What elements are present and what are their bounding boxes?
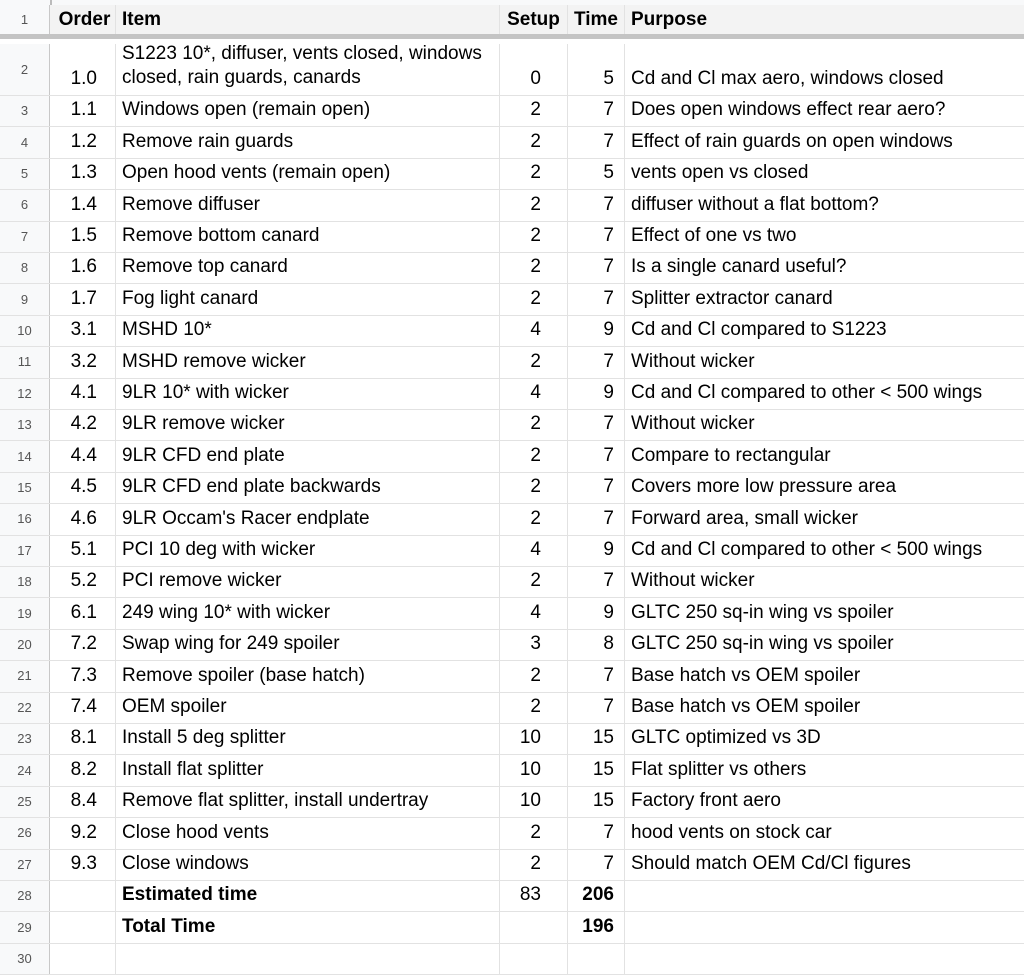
order-cell[interactable]: 4.1 [50,379,116,409]
row-number[interactable]: 5 [0,159,50,189]
time-cell[interactable]: 9 [568,379,625,409]
setup-cell[interactable]: 2 [500,284,568,314]
purpose-cell[interactable]: Base hatch vs OEM spoiler [631,695,861,717]
time-cell[interactable]: 9 [568,316,625,346]
item-cell[interactable]: S1223 10*, diffuser, vents closed, windows closed, rain guards, canards [116,44,500,95]
purpose-cell[interactable]: Cd and Cl compared to other < 500 wings [631,381,983,403]
setup-cell[interactable] [500,944,568,974]
table-row [0,630,1024,661]
summary-row [0,881,1024,912]
item-cell[interactable]: 9LR CFD end plate [116,441,500,471]
order-cell[interactable]: 3.2 [50,347,116,377]
table-row [0,473,1024,504]
row-number[interactable]: 6 [0,190,50,220]
setup-cell[interactable]: 2 [500,159,568,189]
summary-label[interactable]: Estimated time [116,881,500,911]
purpose-cell[interactable]: diffuser without a flat bottom? [631,193,879,215]
order-cell[interactable]: 6.1 [50,598,116,628]
item-cell[interactable]: 9LR Occam's Racer endplate [116,504,500,534]
table-row [0,44,1024,96]
setup-cell[interactable]: 2 [500,567,568,597]
order-cell[interactable]: 7.3 [50,661,116,691]
order-cell[interactable]: 8.4 [50,787,116,817]
row-number[interactable]: 13 [0,410,50,440]
header-purpose[interactable]: Purpose [625,5,1024,34]
time-cell[interactable]: 9 [568,598,625,628]
time-cell[interactable]: 15 [568,787,625,817]
order-cell[interactable]: 8.1 [50,724,116,754]
purpose-cell[interactable]: Without wicker [631,570,755,592]
time-total-cell[interactable]: 196 [568,912,625,942]
order-cell[interactable]: 3.1 [50,316,116,346]
order-cell[interactable]: 1.0 [50,44,116,95]
table-row [0,190,1024,221]
setup-cell[interactable]: 2 [500,96,568,126]
order-cell[interactable]: 1.3 [50,159,116,189]
time-total-cell[interactable]: 206 [568,881,625,911]
item-cell[interactable]: Close hood vents [116,818,500,848]
table-row [0,504,1024,535]
row-number[interactable]: 7 [0,222,50,252]
time-cell[interactable]: 7 [568,347,625,377]
row-number[interactable]: 26 [0,818,50,848]
purpose-cell[interactable]: GLTC optimized vs 3D [631,727,821,749]
purpose-cell[interactable]: Without wicker [631,350,755,372]
time-cell[interactable]: 15 [568,724,625,754]
purpose-cell[interactable]: Cd and Cl compared to other < 500 wings [631,538,983,560]
time-cell[interactable]: 7 [568,253,625,283]
row-number[interactable]: 12 [0,379,50,409]
table-row [0,850,1024,881]
order-cell[interactable]: 1.7 [50,284,116,314]
table-row [0,724,1024,755]
purpose-cell[interactable]: Effect of rain guards on open windows [631,130,953,152]
time-cell[interactable]: 15 [568,755,625,785]
time-cell[interactable]: 7 [568,441,625,471]
row-number[interactable]: 3 [0,96,50,126]
time-cell[interactable]: 7 [568,567,625,597]
table-row [0,787,1024,818]
purpose-cell[interactable]: Effect of one vs two [631,224,797,246]
row-number[interactable]: 2 [0,44,50,95]
purpose-cell[interactable] [625,944,1024,974]
row-number[interactable]: 11 [0,347,50,377]
setup-cell[interactable]: 2 [500,693,568,723]
item-cell[interactable]: Install flat splitter [116,755,500,785]
order-cell[interactable]: 4.2 [50,410,116,440]
row-number[interactable]: 27 [0,850,50,880]
item-cell[interactable]: PCI 10 deg with wicker [116,536,500,566]
row-number[interactable]: 15 [0,473,50,503]
table-row [0,755,1024,786]
setup-cell[interactable]: 10 [500,787,568,817]
table-row [0,410,1024,441]
purpose-cell[interactable]: Cd and Cl compared to S1223 [631,319,887,341]
item-cell[interactable]: Remove rain guards [116,127,500,157]
item-cell[interactable]: Close windows [116,850,500,880]
item-cell[interactable]: Remove top canard [116,253,500,283]
setup-cell[interactable]: 2 [500,410,568,440]
order-cell[interactable]: 1.5 [50,222,116,252]
row-number[interactable]: 14 [0,441,50,471]
setup-cell[interactable]: 0 [500,44,568,95]
setup-cell[interactable]: 2 [500,473,568,503]
order-cell[interactable]: 7.4 [50,693,116,723]
order-cell[interactable] [50,912,116,942]
item-cell[interactable]: Remove bottom canard [116,222,500,252]
item-cell[interactable]: Swap wing for 249 spoiler [116,630,500,660]
order-cell[interactable]: 4.4 [50,441,116,471]
order-cell[interactable]: 7.2 [50,630,116,660]
purpose-cell[interactable]: Should match OEM Cd/Cl figures [631,852,911,874]
row-number[interactable]: 10 [0,316,50,346]
row-number[interactable]: 19 [0,598,50,628]
table-row [0,441,1024,472]
purpose-cell[interactable]: Splitter extractor canard [631,287,833,309]
setup-cell[interactable]: 2 [500,504,568,534]
setup-cell[interactable]: 4 [500,598,568,628]
setup-cell[interactable]: 2 [500,190,568,220]
purpose-cell[interactable]: hood vents on stock car [631,821,832,843]
order-cell[interactable]: 1.1 [50,96,116,126]
setup-cell[interactable]: 10 [500,755,568,785]
setup-cell[interactable]: 2 [500,347,568,377]
header-order[interactable]: Order [50,5,116,34]
row-number[interactable]: 4 [0,127,50,157]
time-cell[interactable]: 8 [568,630,625,660]
item-cell[interactable]: 9LR CFD end plate backwards [116,473,500,503]
row-number[interactable]: 20 [0,630,50,660]
item-cell[interactable]: PCI remove wicker [116,567,500,597]
item-cell[interactable]: 9LR remove wicker [116,410,500,440]
time-cell[interactable]: 7 [568,818,625,848]
setup-cell[interactable]: 3 [500,630,568,660]
purpose-cell[interactable]: Base hatch vs OEM spoiler [631,664,861,686]
time-cell[interactable]: 7 [568,850,625,880]
purpose-cell[interactable] [625,912,1024,942]
purpose-cell[interactable]: vents open vs closed [631,162,809,184]
setup-cell[interactable]: 2 [500,441,568,471]
row-number[interactable]: 23 [0,724,50,754]
purpose-cell[interactable]: Is a single canard useful? [631,256,847,278]
row-number[interactable]: 29 [0,912,50,942]
item-cell[interactable]: Fog light canard [116,284,500,314]
purpose-cell[interactable]: GLTC 250 sq-in wing vs spoiler [631,633,894,655]
order-cell[interactable]: 8.2 [50,755,116,785]
setup-cell[interactable]: 2 [500,818,568,848]
setup-cell[interactable]: 4 [500,316,568,346]
summary-row [0,912,1024,943]
table-row [0,567,1024,598]
header-time[interactable]: Time [568,5,625,34]
row-number[interactable]: 25 [0,787,50,817]
time-cell[interactable] [568,944,625,974]
summary-label[interactable]: Total Time [116,912,500,942]
time-cell[interactable]: 7 [568,410,625,440]
row-number[interactable]: 28 [0,881,50,911]
time-cell[interactable]: 7 [568,693,625,723]
row-number[interactable]: 9 [0,284,50,314]
purpose-cell[interactable]: GLTC 250 sq-in wing vs spoiler [631,601,894,623]
purpose-cell[interactable]: Cd and Cl max aero, windows closed [631,68,944,89]
purpose-cell[interactable]: Flat splitter vs others [631,758,807,780]
order-cell[interactable]: 1.4 [50,190,116,220]
table-row [0,253,1024,284]
order-cell[interactable]: 4.6 [50,504,116,534]
purpose-cell[interactable] [625,881,1024,911]
table-row [0,536,1024,567]
time-cell[interactable]: 7 [568,504,625,534]
order-cell[interactable] [50,881,116,911]
item-cell[interactable]: Windows open (remain open) [116,96,500,126]
setup-cell[interactable]: 4 [500,379,568,409]
item-cell[interactable]: Open hood vents (remain open) [116,159,500,189]
item-cell[interactable]: MSHD remove wicker [116,347,500,377]
time-cell[interactable]: 5 [568,44,625,95]
table-row [0,598,1024,629]
row-number[interactable]: 17 [0,536,50,566]
table-row [0,379,1024,410]
setup-cell[interactable]: 2 [500,222,568,252]
order-cell[interactable]: 5.2 [50,567,116,597]
order-cell[interactable]: 1.2 [50,127,116,157]
order-cell[interactable]: 5.1 [50,536,116,566]
item-cell[interactable]: 9LR 10* with wicker [116,379,500,409]
time-cell[interactable]: 5 [568,159,625,189]
item-cell[interactable]: Remove spoiler (base hatch) [116,661,500,691]
time-cell[interactable]: 9 [568,536,625,566]
header-item[interactable]: Item [116,5,500,34]
table-row [0,316,1024,347]
table-row [0,159,1024,190]
setup-cell[interactable]: 10 [500,724,568,754]
row-number[interactable]: 8 [0,253,50,283]
purpose-cell[interactable]: Without wicker [631,413,755,435]
item-cell[interactable]: Remove flat splitter, install undertray [116,787,500,817]
time-cell[interactable]: 7 [568,96,625,126]
item-cell[interactable]: Install 5 deg splitter [116,724,500,754]
setup-cell[interactable]: 2 [500,661,568,691]
setup-total-cell[interactable]: 83 [500,881,568,911]
table-row [0,944,1024,975]
purpose-cell[interactable]: Compare to rectangular [631,444,831,466]
row-number[interactable]: 16 [0,504,50,534]
header-setup[interactable]: Setup [500,5,568,34]
table-row [0,818,1024,849]
order-cell[interactable]: 9.2 [50,818,116,848]
setup-cell[interactable]: 4 [500,536,568,566]
table-row [0,222,1024,253]
header-row [0,5,1024,39]
time-cell[interactable]: 7 [568,222,625,252]
order-cell[interactable] [50,944,116,974]
row-number[interactable]: 30 [0,944,50,974]
setup-total-cell[interactable] [500,912,568,942]
time-cell[interactable]: 7 [568,127,625,157]
setup-cell[interactable]: 2 [500,850,568,880]
row-number[interactable]: 22 [0,693,50,723]
purpose-cell[interactable]: Does open windows effect rear aero? [631,99,946,121]
table-row [0,284,1024,315]
row-number[interactable]: 1 [0,5,50,34]
setup-cell[interactable]: 2 [500,127,568,157]
table-row [0,661,1024,692]
table-row [0,127,1024,158]
table-row [0,347,1024,378]
item-cell[interactable]: MSHD 10* [116,316,500,346]
order-cell[interactable]: 1.6 [50,253,116,283]
time-cell[interactable]: 7 [568,473,625,503]
item-cell[interactable]: Remove diffuser [116,190,500,220]
purpose-cell[interactable]: Factory front aero [631,790,781,812]
time-cell[interactable]: 7 [568,190,625,220]
table-row [0,693,1024,724]
setup-cell[interactable]: 2 [500,253,568,283]
purpose-cell[interactable]: Forward area, small wicker [631,507,858,529]
time-cell[interactable]: 7 [568,661,625,691]
order-cell[interactable]: 4.5 [50,473,116,503]
row-number[interactable]: 18 [0,567,50,597]
item-cell[interactable] [116,944,500,974]
order-cell[interactable]: 9.3 [50,850,116,880]
row-number[interactable]: 21 [0,661,50,691]
item-cell[interactable]: 249 wing 10* with wicker [116,598,500,628]
purpose-cell[interactable]: Covers more low pressure area [631,476,897,498]
table-row [0,96,1024,127]
item-cell[interactable]: OEM spoiler [116,693,500,723]
row-number[interactable]: 24 [0,755,50,785]
time-cell[interactable]: 7 [568,284,625,314]
